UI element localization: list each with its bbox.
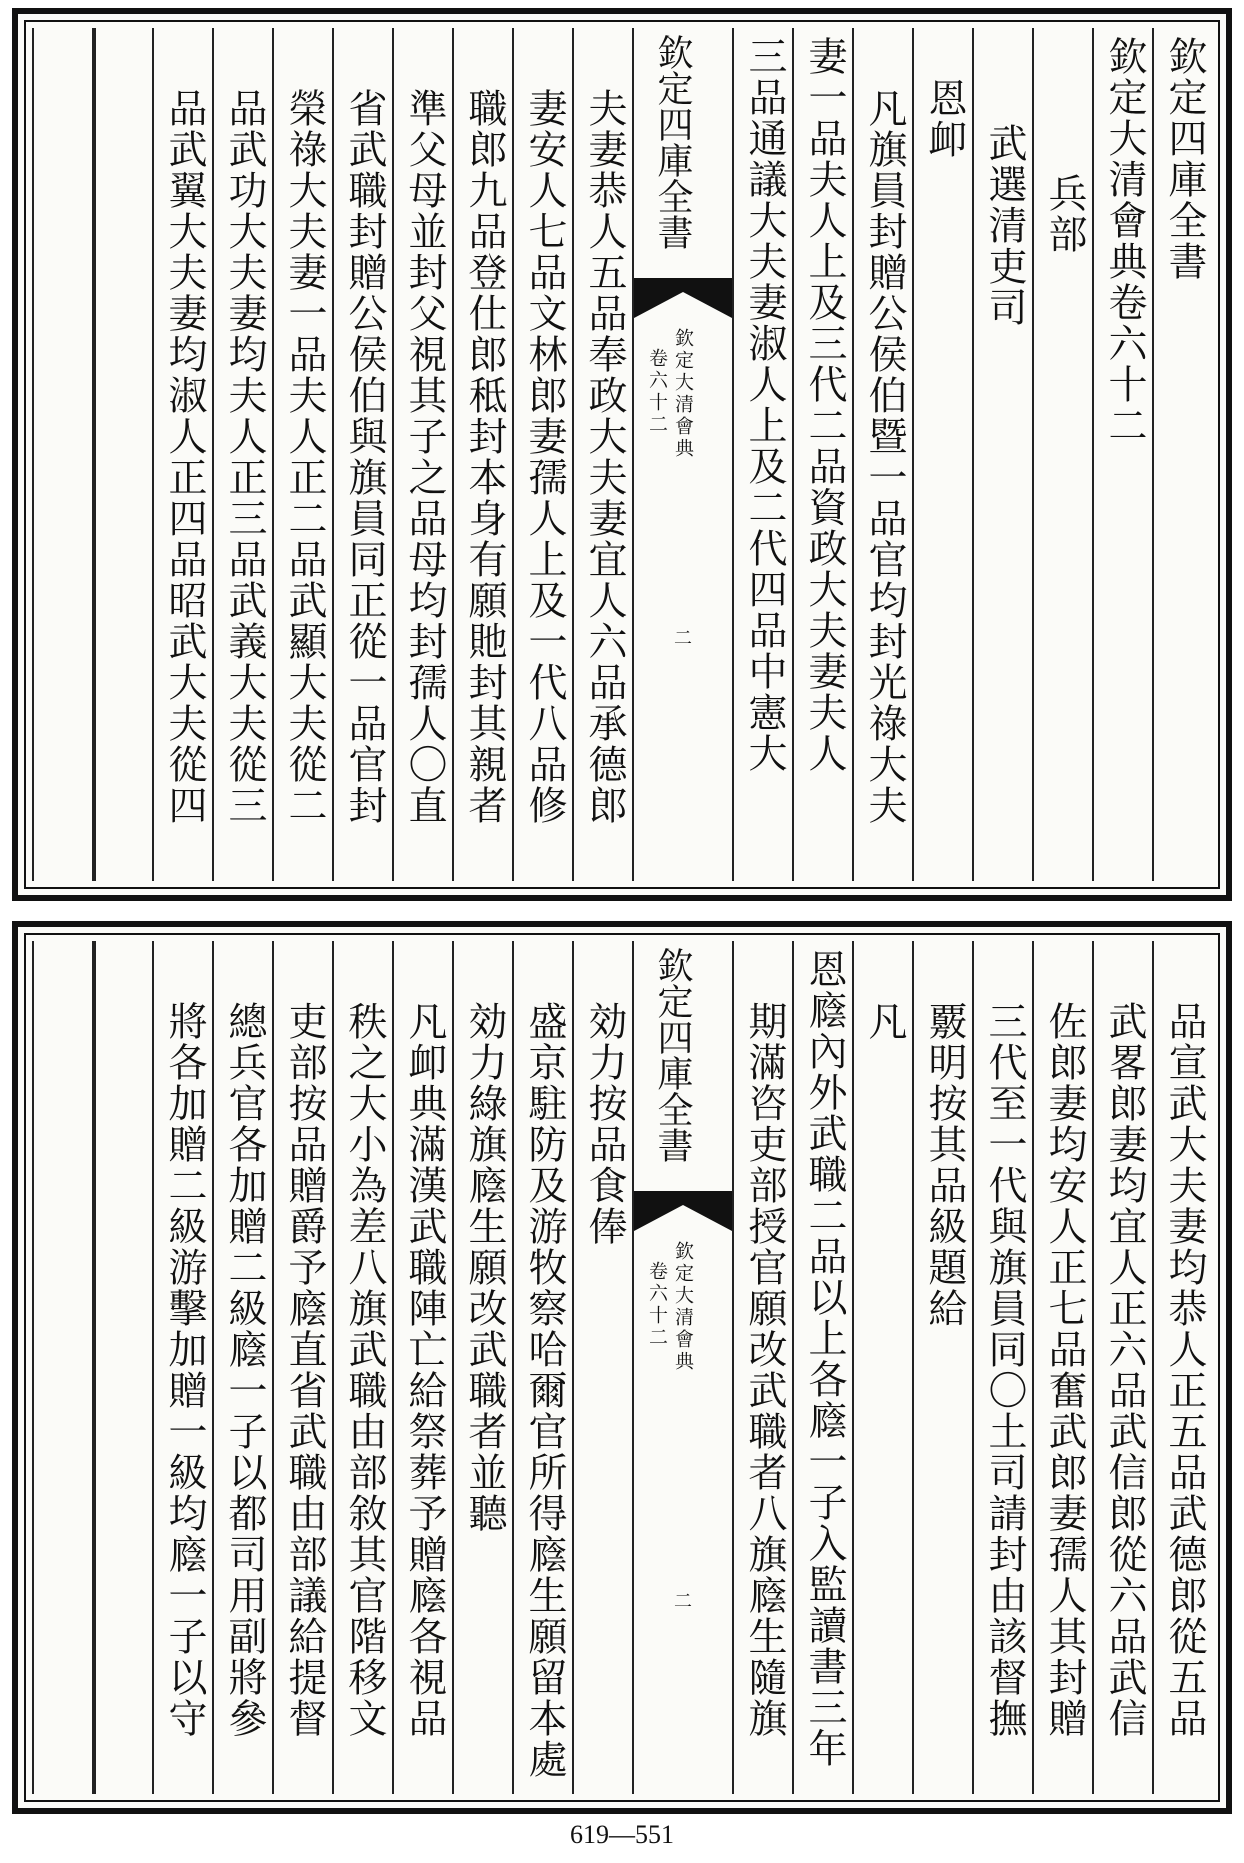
column	[32, 28, 96, 881]
column: 欽定四庫全書	[1152, 28, 1214, 881]
column: 凡旗員封贈公侯伯暨一品官均封光祿大夫	[852, 28, 914, 881]
column: 凡	[852, 941, 914, 1794]
column: 品宣武大夫妻均恭人正五品武德郎從五品	[1152, 941, 1214, 1794]
column: 覈明按其品級題給	[912, 941, 974, 1794]
column: 吏部按品贈爵予廕直省武職由部議給提督	[272, 941, 334, 1794]
chapter-number: 卷六十二	[646, 348, 668, 436]
column	[92, 941, 154, 1794]
center-fold-column	[632, 941, 732, 1794]
page-number: 二	[671, 628, 692, 646]
column: 品武功大夫妻均夫人正三品武義大夫從三	[212, 28, 274, 881]
column: 將各加贈二級游擊加贈一級均廕一子以守	[152, 941, 214, 1794]
column: 準父母並封父視其子之品母均封孺人〇直	[392, 28, 454, 881]
book-title: 欽定四庫全書	[652, 947, 693, 1163]
column: 三代至一代與旗員同〇土司請封由該督撫	[972, 941, 1034, 1794]
column: 省武職封贈公侯伯與旗員同正從一品官封	[332, 28, 394, 881]
column: 總兵官各加贈二級廕一子以都司用副將參	[212, 941, 274, 1794]
column: 盛京駐防及游牧察哈爾官所得廕生願留本處	[512, 941, 574, 1794]
column: 恩廕內外武職二品以上各廕一子入監讀書三年	[792, 941, 854, 1794]
column: 職郎九品登仕郎秪封本身有願貤封其親者	[452, 28, 514, 881]
column: 効力按品食俸	[572, 941, 634, 1794]
volume-title: 欽定大清會典	[672, 328, 694, 460]
column: 兵部	[1032, 28, 1094, 881]
book-title: 欽定四庫全書	[652, 34, 693, 250]
center-fold-column	[632, 28, 732, 881]
fishtail-mark-icon	[634, 278, 732, 318]
column: 妻安人七品文林郎妻孺人上及一代八品修	[512, 28, 574, 881]
column: 三品通議大夫妻淑人上及二代四品中憲大	[732, 28, 794, 881]
bottom-page	[12, 921, 1232, 1814]
column	[92, 28, 154, 881]
column: 妻一品夫人上及三代二品資政大夫妻夫人	[792, 28, 854, 881]
chapter-number: 卷六十二	[646, 1261, 668, 1349]
column: 武選清吏司	[972, 28, 1034, 881]
column: 凡卹典滿漢武職陣亡給祭葬予贈廕各視品	[392, 941, 454, 1794]
volume-title: 欽定大清會典	[672, 1241, 694, 1373]
top-page	[12, 8, 1232, 901]
fishtail-mark-icon	[634, 1191, 732, 1231]
column: 欽定大清會典卷六十二	[1092, 28, 1154, 881]
page-footer-number: 619—551	[570, 1820, 674, 1849]
page-number: 二	[671, 1591, 692, 1609]
column: 品武翼大夫妻均淑人正四品昭武大夫從四	[152, 28, 214, 881]
column: 期滿咨吏部授官願改武職者八旗廕生隨旗	[732, 941, 794, 1794]
column	[32, 941, 96, 1794]
column: 夫妻恭人五品奉政大夫妻宜人六品承德郎	[572, 28, 634, 881]
column: 佐郎妻均安人正七品奮武郎妻孺人其封贈	[1032, 941, 1094, 1794]
column: 武畧郎妻均宜人正六品武信郎從六品武信	[1092, 941, 1154, 1794]
column: 榮祿大夫妻一品夫人正二品武顯大夫從二	[272, 28, 334, 881]
column: 秩之大小為差八旗武職由部敘其官階移文	[332, 941, 394, 1794]
column: 恩卹	[912, 28, 974, 881]
column: 効力綠旗廕生願改武職者並聽	[452, 941, 514, 1794]
